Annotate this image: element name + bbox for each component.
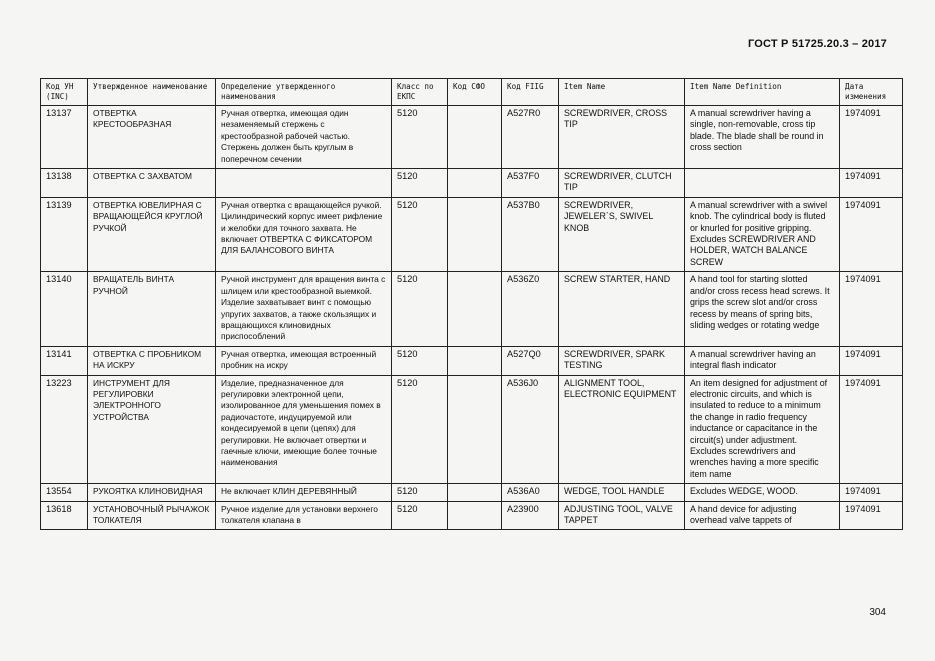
table-row bbox=[41, 501, 903, 530]
col-header-item-def: Item Name Definition bbox=[685, 79, 840, 106]
cell-inc: 13618 bbox=[41, 501, 88, 530]
cell-fiig: A527R0 bbox=[502, 106, 559, 169]
cell-class: 5120 bbox=[392, 272, 448, 346]
cell-item-def bbox=[685, 169, 840, 198]
cell-item-name: SCREW STARTER, HAND bbox=[559, 272, 685, 346]
cell-date: 1974091 bbox=[840, 346, 903, 375]
cell-item-def: An item designed for adjustment of electronic circuits, and which is insulated to reduce to a minimum the change in radio frequency inductance or capacitance in the circuit(s) under adjustment. Excludes screwdrivers and wrenches having a more specific item name bbox=[685, 375, 840, 484]
col-header-name: Утвержденное наименование bbox=[88, 79, 216, 106]
col-header-date: Дата изменения bbox=[840, 79, 903, 106]
col-header-definition: Определение утвержденного наименования bbox=[216, 79, 392, 106]
page-number: 304 bbox=[869, 607, 886, 618]
col-header-fiig: Код FIIG bbox=[502, 79, 559, 106]
cell-definition bbox=[216, 169, 392, 198]
cell-fiig: A537B0 bbox=[502, 197, 559, 271]
col-header-item-name: Item Name bbox=[559, 79, 685, 106]
cell-name: УСТАНОВОЧНЫЙ РЫЧАЖОК ТОЛКАТЕЛЯ bbox=[88, 501, 216, 530]
cell-name: ОТВЕРТКА ЮВЕЛИРНАЯ С ВРАЩАЮЩЕЙСЯ КРУГЛОЙ РУЧКОЙ bbox=[88, 197, 216, 271]
cell-definition: Ручной инструмент для вращения винта с шлицем или крестообразной выемкой. Изделие захватывает винт с помощью упругих захватов, а также скользящих и вращающихся клиновидных приспособлений bbox=[216, 272, 392, 346]
table-header-row bbox=[41, 79, 903, 106]
cell-definition: Ручная отвертка, имеющая встроенный пробник на искру bbox=[216, 346, 392, 375]
col-header-inc: Код УН (INC) bbox=[41, 79, 88, 106]
cell-date: 1974091 bbox=[840, 169, 903, 198]
col-header-sfo: Код СФО bbox=[448, 79, 502, 106]
cell-class: 5120 bbox=[392, 169, 448, 198]
cell-class: 5120 bbox=[392, 484, 448, 501]
cell-item-name: ALIGNMENT TOOL, ELECTRONIC EQUIPMENT bbox=[559, 375, 685, 484]
cell-date: 1974091 bbox=[840, 501, 903, 530]
cell-definition: Ручное изделие для установки верхнего толкателя клапана в bbox=[216, 501, 392, 530]
cell-item-def: A manual screwdriver having a single, non-removable, cross tip blade. The blade shall be round in cross section bbox=[685, 106, 840, 169]
cell-sfo bbox=[448, 346, 502, 375]
catalog-table bbox=[40, 78, 903, 530]
cell-sfo bbox=[448, 106, 502, 169]
document-header: ГОСТ Р 51725.20.3 – 2017 bbox=[747, 38, 887, 50]
cell-sfo bbox=[448, 197, 502, 271]
table-row bbox=[41, 375, 903, 484]
cell-class: 5120 bbox=[392, 106, 448, 169]
cell-inc: 13140 bbox=[41, 272, 88, 346]
cell-name: ВРАЩАТЕЛЬ ВИНТА РУЧНОЙ bbox=[88, 272, 216, 346]
col-header-class: Класс по ЕКПС bbox=[392, 79, 448, 106]
cell-date: 1974091 bbox=[840, 106, 903, 169]
table-row bbox=[41, 346, 903, 375]
cell-item-name: ADJUSTING TOOL, VALVE TAPPET bbox=[559, 501, 685, 530]
cell-name: ОТВЕРТКА С ЗАХВАТОМ bbox=[88, 169, 216, 198]
table-row bbox=[41, 106, 903, 169]
cell-date: 1974091 bbox=[840, 197, 903, 271]
cell-date: 1974091 bbox=[840, 272, 903, 346]
cell-sfo bbox=[448, 272, 502, 346]
cell-inc: 13141 bbox=[41, 346, 88, 375]
table-row bbox=[41, 484, 903, 501]
cell-item-def: Excludes WEDGE, WOOD. bbox=[685, 484, 840, 501]
cell-definition: Не включает КЛИН ДЕРЕВЯННЫЙ bbox=[216, 484, 392, 501]
table-row bbox=[41, 197, 903, 271]
cell-fiig: A536J0 bbox=[502, 375, 559, 484]
cell-name: ОТВЕРТКА С ПРОБНИКОМ НА ИСКРУ bbox=[88, 346, 216, 375]
cell-fiig: A23900 bbox=[502, 501, 559, 530]
cell-item-def: A manual screwdriver having an integral flash indicator bbox=[685, 346, 840, 375]
cell-sfo bbox=[448, 375, 502, 484]
cell-inc: 13139 bbox=[41, 197, 88, 271]
cell-name: РУКОЯТКА КЛИНОВИДНАЯ bbox=[88, 484, 216, 501]
cell-name: ОТВЕРТКА КРЕСТООБРАЗНАЯ bbox=[88, 106, 216, 169]
cell-item-name: SCREWDRIVER, CLUTCH TIP bbox=[559, 169, 685, 198]
cell-name: ИНСТРУМЕНТ ДЛЯ РЕГУЛИРОВКИ ЭЛЕКТРОННОГО УСТРОЙСТВА bbox=[88, 375, 216, 484]
cell-item-name: SCREWDRIVER, CROSS TIP bbox=[559, 106, 685, 169]
cell-date: 1974091 bbox=[840, 484, 903, 501]
cell-class: 5120 bbox=[392, 375, 448, 484]
cell-sfo bbox=[448, 484, 502, 501]
cell-sfo bbox=[448, 501, 502, 530]
cell-definition: Изделие, предназначенное для регулировки электронной цепи, изолированное для уменьшения помех в радиочастоте, индуцируемой или кондесируемой в цепи (цепях) для регулировки. Не включает отвертки и гаечные ключи, имеющие более точные наименования bbox=[216, 375, 392, 484]
cell-fiig: A527Q0 bbox=[502, 346, 559, 375]
cell-item-name: SCREWDRIVER, JEWELER`S, SWIVEL KNOB bbox=[559, 197, 685, 271]
cell-class: 5120 bbox=[392, 197, 448, 271]
cell-inc: 13223 bbox=[41, 375, 88, 484]
cell-definition: Ручная отвертка с вращающейся ручкой. Цилиндрический корпус имеет рифление и желобки для точного захвата. Не включает ОТВЕРТКА С ФИКСАТОРОМ ДЛЯ БАЛАНСОВОГО ВИНТА bbox=[216, 197, 392, 271]
cell-item-def: A manual screwdriver with a swivel knob. The cylindrical body is fluted or knurled for positive gripping. Excludes SCREWDRIVER AND HOLDER, WATCH BALANCE SCREW bbox=[685, 197, 840, 271]
cell-sfo bbox=[448, 169, 502, 198]
cell-class: 5120 bbox=[392, 501, 448, 530]
cell-inc: 13137 bbox=[41, 106, 88, 169]
cell-fiig: A537F0 bbox=[502, 169, 559, 198]
cell-inc: 13554 bbox=[41, 484, 88, 501]
cell-fiig: A536A0 bbox=[502, 484, 559, 501]
cell-item-def: A hand device for adjusting overhead valve tappets of bbox=[685, 501, 840, 530]
cell-fiig: A536Z0 bbox=[502, 272, 559, 346]
table-row bbox=[41, 272, 903, 346]
table-row bbox=[41, 169, 903, 198]
cell-definition: Ручная отвертка, имеющая один незаменяемый стержень с крестообразной рабочей частью. Стержень должен быть круглым в поперечном сечении bbox=[216, 106, 392, 169]
cell-inc: 13138 bbox=[41, 169, 88, 198]
cell-item-def: A hand tool for starting slotted and/or cross recess head screws. It grips the screw slot and/or cross recess by means of spring bits, sliding wedges or rotating wedge bbox=[685, 272, 840, 346]
cell-date: 1974091 bbox=[840, 375, 903, 484]
cell-item-name: SCREWDRIVER, SPARK TESTING bbox=[559, 346, 685, 375]
cell-item-name: WEDGE, TOOL HANDLE bbox=[559, 484, 685, 501]
cell-class: 5120 bbox=[392, 346, 448, 375]
